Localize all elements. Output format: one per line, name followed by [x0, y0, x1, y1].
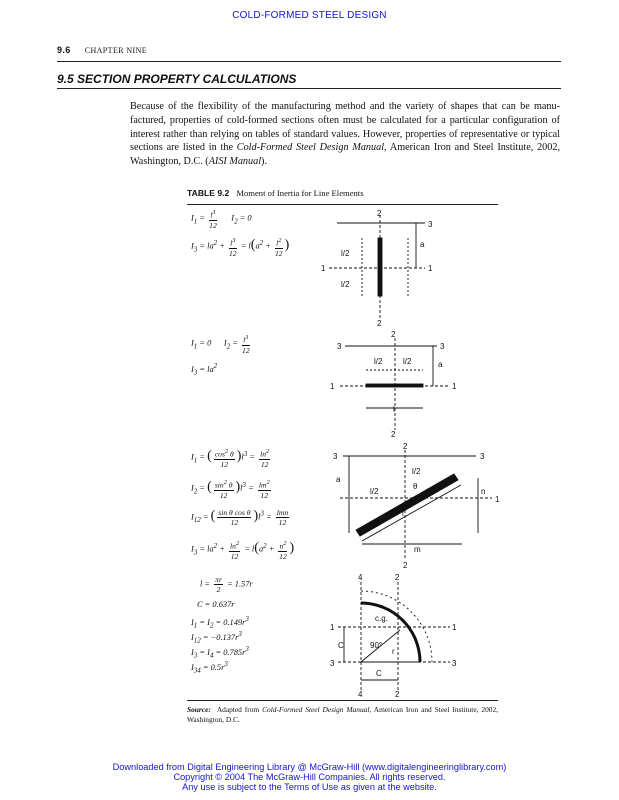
svg-text:90°: 90° — [370, 641, 383, 650]
svg-text:1: 1 — [452, 623, 457, 632]
svg-text:l/2: l/2 — [341, 249, 350, 258]
svg-text:3: 3 — [330, 659, 335, 668]
svg-text:1: 1 — [330, 623, 335, 632]
svg-text:2: 2 — [391, 430, 396, 439]
svg-text:2: 2 — [395, 690, 400, 699]
diagram-inclined-element — [333, 442, 500, 570]
table-caption: TABLE 9.2 Moment of Inertia for Line Elements — [187, 188, 364, 198]
svg-text:3: 3 — [452, 659, 457, 668]
svg-text:3: 3 — [337, 342, 342, 351]
svg-text:l: l — [402, 509, 404, 518]
svg-text:2: 2 — [395, 573, 400, 582]
formula-row2-i3: $I_3 = la^2$ — [191, 362, 218, 377]
formula-row4-i12: $I_{12} = -0.137r^3$ — [191, 630, 242, 645]
svg-text:l/2: l/2 — [374, 357, 383, 366]
formula-row1-i1: $I_1$ = $\frac{l^3}{12}$ $I_2 = 0$ — [191, 209, 252, 230]
svg-text:l/2: l/2 — [341, 280, 350, 289]
formula-row3-i1: $I_1$ = ( $\frac{\cos^2 \theta}{12}$ )$l^3$ = $\frac{\ln^2}{12}$ — [191, 448, 270, 469]
footer-copyright: Copyright © 2004 The McGraw-Hill Companies. All rights reserved. — [173, 772, 446, 782]
svg-text:C: C — [338, 641, 344, 650]
svg-text:r: r — [392, 647, 395, 656]
svg-text:2: 2 — [377, 319, 382, 328]
svg-text:C: C — [376, 669, 382, 678]
diagram-quarter-circle — [330, 573, 457, 699]
svg-text:2: 2 — [391, 330, 396, 339]
diagram-horizontal-element — [330, 330, 457, 439]
svg-text:3: 3 — [480, 452, 485, 461]
manual-abbreviation: AISI Manual — [208, 156, 262, 168]
section-title: 9.5 SECTION PROPERTY CALCULATIONS — [57, 72, 297, 86]
svg-text:l: l — [393, 405, 395, 414]
svg-text:2: 2 — [403, 442, 408, 451]
footer-download-link[interactable]: Downloaded from Digital Engineering Library @ McGraw-Hill (www.digitalengineeringlibrary.com) — [112, 762, 507, 772]
formula-row1-i3: $I_3 = la^2$ + $\frac{l^3}{12}$ = $l(a^2$ + $\frac{l^2}{12}$ ) — [191, 237, 290, 258]
formula-row3-i3: $I_3 = la^2$ + $\frac{\ln^2}{12}$ = $l(a^2$ + $\frac{n^2}{12}$ ) — [191, 540, 295, 561]
svg-text:4: 4 — [358, 573, 363, 582]
table-label: TABLE 9.2 — [187, 188, 230, 198]
chapter-label: CHAPTER NINE — [84, 46, 148, 55]
svg-text:m: m — [414, 545, 421, 554]
formula-row4-i34: $I_{34} = 0.5r^3$ — [191, 660, 228, 675]
footer-terms: Any use is subject to the Terms of Use as given at the website. — [182, 782, 437, 792]
formula-row4-i3i4: $I_3 = I_4 = 0.785r^3$ — [191, 645, 249, 660]
intro-paragraph: Because of the flexibility of the manufacturing method and the variety of shapes that can be manu-factured, properties of cold-formed sections often must be calculated for a particular configuration of interest rather than relying on tables of standard values. However, properties of representative or typical sections are listed in the Cold-Formed Steel Design Manual, American Iron and Steel Institute, 2002, Washington, D.C. (AISI Manual). — [130, 101, 560, 168]
table-bottom-rule — [187, 700, 498, 701]
page-number: 9.6 — [57, 45, 71, 55]
svg-text:1: 1 — [330, 382, 335, 391]
source-label: Source: — [187, 705, 211, 714]
formula-row2-i1: $I_1 = 0$ $I_2$ = $\frac{l^3}{12}$ — [191, 334, 250, 355]
svg-text:4: 4 — [358, 690, 363, 699]
svg-text:1: 1 — [495, 495, 500, 504]
svg-text:a: a — [336, 475, 341, 484]
manual-title: Cold-Formed Steel Design Manual — [236, 142, 385, 154]
formula-row3-i12: $I_{12}$ = ( $\frac{\text{sin θ cos θ}}{12}$ )$l^3$ = $\frac{\text{lmn}}{12}$ — [191, 508, 289, 527]
svg-text:3: 3 — [428, 220, 433, 229]
svg-text:n: n — [481, 487, 486, 496]
svg-text:1: 1 — [428, 264, 433, 273]
svg-text:2: 2 — [403, 561, 408, 570]
diagram-vertical-element — [321, 209, 433, 328]
table-source: Source: Adapted from Cold-Formed Steel Design Manual, American Iron and Steel Institute, 2002, Washington, D.C. — [187, 705, 498, 724]
svg-text:2: 2 — [377, 209, 382, 218]
svg-text:θ: θ — [413, 482, 418, 491]
svg-text:l/2: l/2 — [412, 467, 421, 476]
svg-text:3: 3 — [440, 342, 445, 351]
formula-row3-i2: $I_2$ = ( $\frac{\sin^2 \theta}{12}$ )$l^3$ = $\frac{lm^2}{12}$ — [191, 479, 270, 500]
top-banner: COLD-FORMED STEEL DESIGN — [232, 10, 387, 21]
svg-text:l/2: l/2 — [403, 357, 412, 366]
svg-text:c.g.: c.g. — [375, 614, 388, 623]
svg-text:a: a — [420, 240, 425, 249]
svg-text:1: 1 — [452, 382, 457, 391]
formula-row4-i1i2: $I_1 = I_2 = 0.149r^3$ — [191, 615, 249, 630]
svg-text:1: 1 — [321, 264, 326, 273]
svg-text:l/2: l/2 — [370, 487, 379, 496]
svg-text:a: a — [438, 360, 443, 369]
formula-row4-c: C = 0.637r — [197, 600, 235, 609]
svg-text:3: 3 — [333, 452, 338, 461]
formula-row4-l: l = $\frac{\pi r}{2}$ = 1.57r — [200, 575, 253, 594]
